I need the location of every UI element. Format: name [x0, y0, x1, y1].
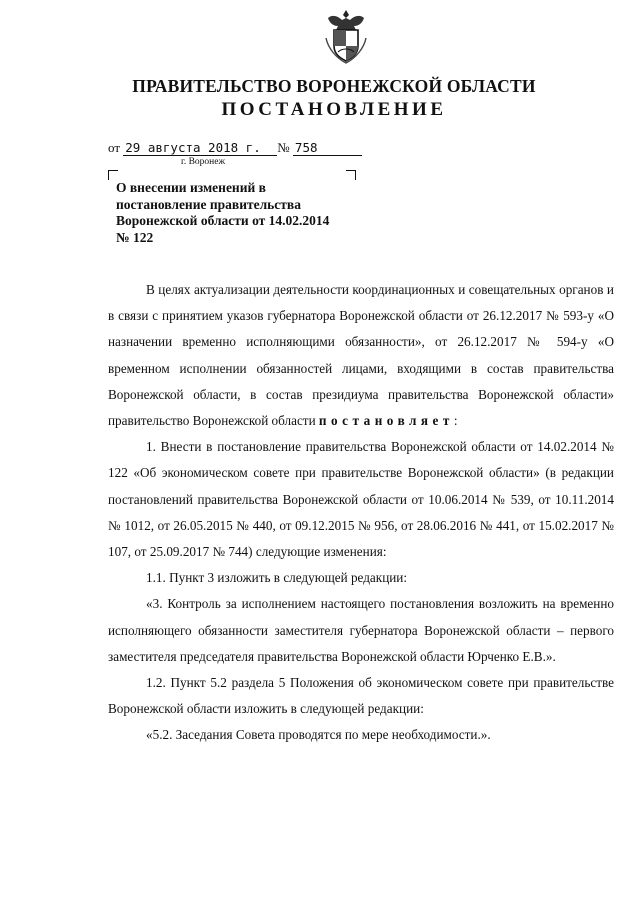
item-1-2-paragraph: 1.2. Пункт 5.2 раздела 5 Положения об экономическом совете при правительстве Воронежской области изложить в следующей редакции:: [108, 675, 614, 717]
subject-line: № 122: [116, 229, 154, 245]
document-body: [108, 277, 614, 749]
date-number-line: [108, 140, 362, 156]
item-1-1-quote-paragraph: «3. Контроль за исполнением настоящего постановления возложить на временно исполняющего обязанности заместителя губернатора Воронежской области – первого заместителя председателя правительства Воронежской области Юрченко Е.В.».: [108, 596, 614, 664]
resolves-word: постановляет: [318, 413, 454, 429]
document-date: 29 августа 2018 г.: [123, 140, 277, 156]
preamble-paragraph: [108, 277, 614, 434]
document-type-title: ПОСТАНОВЛЕНИЕ: [221, 99, 447, 120]
item-1-paragraph: 1. Внести в постановление правительства Воронежской области от 14.02.2014 № 122 «Об экономическом совете при правительстве Воронежской области» (в редакции постановлений правительства Воронежской области от 10.06.2014 № 539, от 10.11.2014 № 1012, от 26.05.2015 № 440, от 09.12.2015 № 956, от 28.06.2016 № 441, от 15.02.2017 № 107, от 25.09.2017 № 744) следующие изменения:: [108, 439, 614, 560]
subject-line: Воронежской области от 14.02.2014: [116, 213, 330, 228]
subject-line: постановление правительства: [116, 196, 301, 212]
number-prefix: №: [277, 140, 290, 155]
subject-bracket-left: [108, 170, 118, 180]
document-subject: [116, 180, 376, 246]
organization-title: ПРАВИТЕЛЬСТВО ВОРОНЕЖСКОЙ ОБЛАСТИ: [132, 76, 536, 96]
coat-of-arms-icon: [322, 8, 370, 64]
subject-line: О внесении изменений в: [116, 180, 266, 195]
item-1-2-quote-paragraph: «5.2. Заседания Совета проводятся по мере необходимости.».: [146, 727, 491, 743]
date-prefix: от: [108, 140, 121, 155]
resolves-colon: :: [453, 413, 458, 429]
document-number: 758: [293, 140, 362, 156]
subject-bracket-right: [346, 170, 356, 180]
issue-city: г. Воронеж: [181, 157, 226, 167]
preamble-text: В целях актуализации деятельности координационных и совещательных органов и в связи с принятием указов губернатора Воронежской области от 26.12.2017 № 593-у «О назначении временно исполняющими обязанности», от 26.12.2017 № 594-у «О временном исполнении обязанностей лицами, входящими в состав правительства Воронежской области, в состав президиума правительства Воронежской области» правительство Воронежской области: [108, 282, 614, 429]
item-1-1-paragraph: 1.1. Пункт 3 изложить в следующей редакции:: [146, 570, 408, 586]
